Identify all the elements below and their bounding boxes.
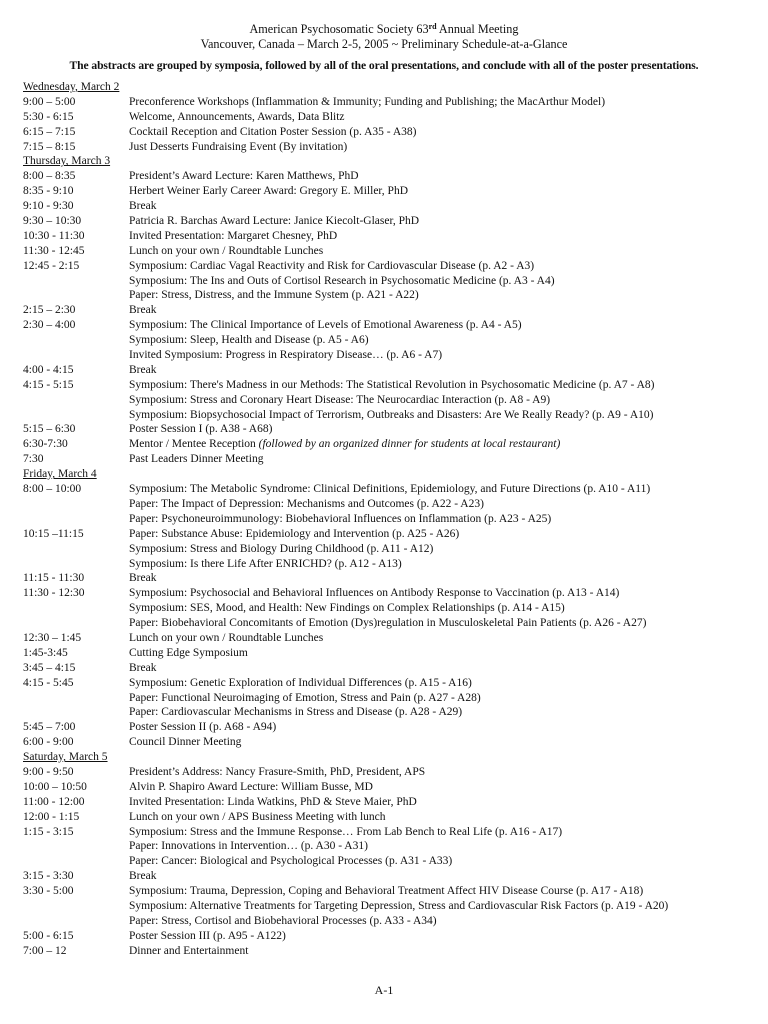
schedule-row: [23, 884, 763, 899]
event-title: [129, 318, 522, 333]
schedule-row: [23, 214, 763, 229]
event-text: Invited Presentation: Linda Watkins, PhD & Steve Maier, PhD: [129, 795, 417, 808]
schedule-row: [23, 720, 763, 735]
event-text: Break: [129, 870, 157, 883]
day-heading-text: Friday, March 4: [23, 468, 97, 481]
schedule-row: [23, 661, 763, 676]
meeting-subtitle: Vancouver, Canada – March 2-5, 2005 ~ Preliminary Schedule-at-a-Glance: [200, 37, 568, 51]
schedule-list: [23, 80, 763, 959]
event-title: [129, 854, 452, 869]
schedule-row: [23, 95, 763, 110]
event-title: [129, 274, 555, 289]
event-title: [129, 512, 551, 527]
event-title: [129, 497, 484, 512]
event-title: [129, 661, 156, 676]
time-slot: 3:30 - 5:00: [23, 885, 74, 898]
time-slot: 3:45 – 4:15: [23, 661, 76, 674]
event-title: [129, 229, 337, 244]
time-slot: 9:30 – 10:30: [23, 215, 82, 228]
day-heading: [23, 750, 763, 765]
event-title: [129, 542, 433, 557]
schedule-row: [23, 557, 763, 572]
event-title: [129, 899, 668, 914]
event-title: [129, 691, 481, 706]
event-text: Symposium: Is there Life After ENRICHD? (p. A12 - A13): [129, 557, 402, 570]
event-text: Paper: Cancer: Biological and Psychological Processes (p. A31 - A33): [129, 855, 453, 868]
event-title: [129, 929, 286, 944]
schedule-row: [23, 899, 763, 914]
event-title: [129, 184, 408, 199]
event-title: [129, 95, 605, 110]
event-title: [129, 378, 655, 393]
schedule-row: [23, 765, 763, 780]
day-heading-text: Thursday, March 3: [23, 155, 111, 168]
schedule-row: [23, 705, 763, 720]
meeting-title-text: American Psychosomatic Society 63: [249, 22, 429, 36]
event-title: [129, 869, 156, 884]
schedule-row: [23, 452, 763, 467]
event-text: Poster Session I (p. A38 - A68): [129, 423, 273, 436]
event-text: Past Leaders Dinner Meeting: [129, 453, 264, 466]
event-text: Break: [129, 304, 157, 317]
day-heading: [23, 467, 763, 482]
event-title: [129, 214, 419, 229]
schedule-row: [23, 825, 763, 840]
schedule-row: [23, 735, 763, 750]
schedule-row: [23, 169, 763, 184]
schedule-row: [23, 616, 763, 631]
time-slot: 7:30: [23, 453, 44, 466]
event-text: Patricia R. Barchas Award Lecture: Janice Kiecolt-Glaser, PhD: [129, 215, 420, 228]
schedule-row: [23, 378, 763, 393]
event-title: [129, 259, 534, 274]
event-text: Paper: Functional Neuroimaging of Emotion, Stress and Pain (p. A27 - A28): [129, 691, 481, 704]
schedule-row: [23, 125, 763, 140]
event-title: [129, 616, 646, 631]
event-title: [129, 676, 472, 691]
day-heading: [23, 154, 763, 169]
event-title: [129, 288, 419, 303]
event-text: Paper: Substance Abuse: Epidemiology and Intervention (p. A25 - A26): [129, 527, 460, 540]
event-title: [129, 914, 437, 929]
time-slot: 6:30-7:30: [23, 438, 68, 451]
event-text: Poster Session III (p. A95 - A122): [129, 929, 286, 942]
time-slot: 12:45 - 2:15: [23, 259, 80, 272]
time-slot: 10:00 – 10:50: [23, 780, 87, 793]
event-text: Mentor / Mentee Reception: [129, 438, 259, 451]
schedule-row: [23, 482, 763, 497]
event-title: [129, 810, 386, 825]
page-number: A-1: [374, 983, 394, 997]
event-text: Symposium: Sleep, Health and Disease (p. A5 - A6): [129, 334, 369, 347]
event-title: [129, 839, 368, 854]
schedule-row: [23, 586, 763, 601]
schedule-row: [23, 542, 763, 557]
event-text: Break: [129, 572, 157, 585]
event-text: Paper: Psychoneuroimmunology: Biobehavioral Influences on Inflammation (p. A23 - A25): [129, 512, 552, 525]
time-slot: 11:30 - 12:30: [23, 587, 85, 600]
event-title: [129, 825, 562, 840]
event-title: [129, 393, 550, 408]
event-text: Council Dinner Meeting: [129, 736, 242, 749]
schedule-row: [23, 631, 763, 646]
event-title: [129, 363, 156, 378]
time-slot: 11:30 - 12:45: [23, 244, 85, 257]
event-title: [129, 601, 565, 616]
schedule-row: [23, 854, 763, 869]
schedule-row: [23, 288, 763, 303]
event-text: Lunch on your own / Roundtable Lunches: [129, 631, 324, 644]
schedule-row: [23, 303, 763, 318]
event-title: [129, 303, 156, 318]
time-slot: 9:10 - 9:30: [23, 200, 74, 213]
time-slot: 1:15 - 3:15: [23, 825, 74, 838]
event-title: [129, 452, 263, 467]
time-slot: 12:30 – 1:45: [23, 631, 82, 644]
time-slot: 12:00 - 1:15: [23, 810, 80, 823]
event-text: Symposium: Trauma, Depression, Coping and Behavioral Treatment Affect HIV Disease Course (p. A17 - A18): [129, 885, 644, 898]
time-slot: 11:15 - 11:30: [23, 572, 85, 585]
schedule-row: [23, 140, 763, 155]
day-heading: [23, 80, 763, 95]
schedule-row: [23, 259, 763, 274]
event-title: [129, 586, 619, 601]
event-title: [129, 348, 442, 363]
event-title: [129, 780, 373, 795]
event-text: Symposium: Cardiac Vagal Reactivity and Risk for Cardiovascular Disease (p. A2 - A3): [129, 259, 535, 272]
event-text: Symposium: SES, Mood, and Health: New Findings on Complex Relationships (p. A14 - A15): [129, 602, 565, 615]
time-slot: 5:15 – 6:30: [23, 423, 76, 436]
event-text: Paper: Stress, Distress, and the Immune System (p. A21 - A22): [129, 289, 419, 302]
ordinal-suffix: rd: [428, 22, 437, 31]
event-text: Invited Symposium: Progress in Respiratory Disease… (p. A6 - A7): [129, 349, 443, 362]
schedule-row: [23, 512, 763, 527]
time-slot: 4:15 - 5:15: [23, 378, 74, 391]
event-text: Poster Session II (p. A68 - A94): [129, 721, 277, 734]
event-text: Paper: Stress, Cortisol and Biobehavioral Processes (p. A33 - A34): [129, 914, 437, 927]
time-slot: 10:15 –11:15: [23, 527, 84, 540]
event-text: Invited Presentation: Margaret Chesney, PhD: [129, 229, 338, 242]
time-slot: 7:15 – 8:15: [23, 140, 76, 153]
schedule-row: [23, 795, 763, 810]
event-title: [129, 720, 276, 735]
schedule-row: [23, 110, 763, 125]
event-text: Dinner and Entertainment: [129, 944, 249, 957]
event-text: Symposium: Stress and Biology During Childhood (p. A11 - A12): [129, 542, 434, 555]
event-text: President’s Award Lecture: Karen Matthews, PhD: [129, 170, 359, 183]
event-title: [129, 795, 417, 810]
time-slot: 6:15 – 7:15: [23, 125, 76, 138]
schedule-row: [23, 229, 763, 244]
schedule-row: [23, 422, 763, 437]
time-slot: 9:00 - 9:50: [23, 765, 74, 778]
schedule-row: [23, 497, 763, 512]
time-slot: 6:00 - 9:00: [23, 736, 74, 749]
schedule-row: [23, 199, 763, 214]
event-text: Lunch on your own / APS Business Meeting with lunch: [129, 810, 386, 823]
event-text: Lunch on your own / Roundtable Lunches: [129, 244, 324, 257]
schedule-row: [23, 348, 763, 363]
meeting-title-suffix: Annual Meeting: [436, 22, 519, 36]
event-title: [129, 140, 347, 155]
meeting-title: [0, 22, 768, 37]
schedule-row: [23, 810, 763, 825]
time-slot: 4:00 - 4:15: [23, 363, 74, 376]
event-text: Alvin P. Shapiro Award Lecture: William Busse, MD: [129, 780, 373, 793]
event-text: Symposium: The Ins and Outs of Cortisol Research in Psychosomatic Medicine (p. A3 - A4): [129, 274, 555, 287]
schedule-row: [23, 184, 763, 199]
event-note: (followed by an organized dinner for students at local restaurant): [258, 438, 561, 451]
event-title: [129, 527, 459, 542]
schedule-row: [23, 393, 763, 408]
schedule-row: [23, 869, 763, 884]
event-text: Break: [129, 363, 157, 376]
event-text: President’s Address: Nancy Frasure-Smith, PhD, President, APS: [129, 765, 426, 778]
event-text: Symposium: Stress and the Immune Response… From Lab Bench to Real Life (p. A16 - A17): [129, 825, 563, 838]
time-slot: 5:45 – 7:00: [23, 721, 76, 734]
time-slot: 5:30 - 6:15: [23, 110, 74, 123]
day-heading-text: Wednesday, March 2: [23, 81, 120, 93]
event-text: Paper: Biobehavioral Concomitants of Emotion (Dys)regulation in Musculoskeletal Pain Patients (p. A26 - A27): [129, 617, 647, 630]
schedule-row: [23, 780, 763, 795]
event-text: Symposium: Biopsychosocial Impact of Terrorism, Outbreaks and Disasters: Are We Really Ready? (p. A9 - A10): [129, 408, 654, 421]
time-slot: 8:00 – 8:35: [23, 170, 76, 183]
document-header: [0, 22, 768, 52]
schedule-row: [23, 914, 763, 929]
schedule-row: [23, 437, 763, 452]
time-slot: 8:35 - 9:10: [23, 185, 74, 198]
schedule-row: [23, 408, 763, 423]
event-title: [129, 646, 248, 661]
event-text: Symposium: The Clinical Importance of Levels of Emotional Awareness (p. A4 - A5): [129, 319, 522, 332]
schedule-row: [23, 318, 763, 333]
event-text: Paper: Innovations in Intervention… (p. A30 - A31): [129, 840, 368, 853]
schedule-row: [23, 944, 763, 959]
event-text: Symposium: Stress and Coronary Heart Disease: The Neurocardiac Interaction (p. A8 - A9): [129, 393, 551, 406]
time-slot: 7:00 – 12: [23, 944, 67, 957]
event-title: [129, 199, 156, 214]
event-text: Break: [129, 200, 157, 213]
event-title: [129, 169, 359, 184]
schedule-row: [23, 601, 763, 616]
abstracts-note: The abstracts are grouped by symposia, followed by all of the oral presentations, and conclude with all of the poster presentations.: [69, 59, 699, 72]
schedule-row: [23, 333, 763, 348]
event-text: Paper: The Impact of Depression: Mechanisms and Outcomes (p. A22 - A23): [129, 497, 484, 510]
schedule-row: [23, 839, 763, 854]
event-title: [129, 705, 462, 720]
event-text: Symposium: Alternative Treatments for Targeting Depression, Stress and Cardiovascular Risk Factors (p. A19 - A20): [129, 899, 669, 912]
time-slot: 5:00 - 6:15: [23, 929, 74, 942]
event-text: Preconference Workshops (Inflammation & Immunity; Funding and Publishing; the MacArthur Model): [129, 95, 606, 108]
event-title: [129, 482, 650, 497]
event-text: Welcome, Announcements, Awards, Data Blitz: [129, 110, 345, 123]
event-title: [129, 110, 345, 125]
time-slot: 8:00 – 10:00: [23, 483, 82, 496]
event-text: Paper: Cardiovascular Mechanisms in Stress and Disease (p. A28 - A29): [129, 706, 463, 719]
event-text: Just Desserts Fundraising Event (By invitation): [129, 140, 348, 153]
event-title: [129, 557, 402, 572]
event-text: Symposium: Genetic Exploration of Individual Differences (p. A15 - A16): [129, 676, 472, 689]
event-title: [129, 884, 643, 899]
time-slot: 1:45-3:45: [23, 646, 68, 659]
event-title: [129, 408, 654, 423]
event-title: [129, 437, 560, 452]
schedule-row: [23, 676, 763, 691]
time-slot: 11:00 - 12:00: [23, 795, 85, 808]
event-title: [129, 735, 241, 750]
event-title: [129, 944, 248, 959]
event-title: [129, 765, 425, 780]
schedule-row: [23, 244, 763, 259]
event-title: [129, 422, 272, 437]
schedule-row: [23, 274, 763, 289]
event-text: Symposium: Psychosocial and Behavioral Influences on Antibody Response to Vaccination (p. A13 - A14): [129, 587, 620, 600]
event-text: Cocktail Reception and Citation Poster Session (p. A35 - A38): [129, 125, 417, 138]
event-text: Symposium: The Metabolic Syndrome: Clinical Definitions, Epidemiology, and Future Directions (p. A10 - A11): [129, 483, 651, 496]
event-title: [129, 631, 323, 646]
event-title: [129, 333, 369, 348]
event-text: Cutting Edge Symposium: [129, 646, 248, 659]
event-title: [129, 125, 416, 140]
event-text: Herbert Weiner Early Career Award: Gregory E. Miller, PhD: [129, 185, 408, 198]
event-text: Symposium: There's Madness in our Methods: The Statistical Revolution in Psychosomatic Medicine (p. A7 - A8): [129, 378, 655, 391]
schedule-row: [23, 691, 763, 706]
schedule-row: [23, 571, 763, 586]
time-slot: 9:00 – 5:00: [23, 95, 76, 108]
event-title: [129, 244, 323, 259]
schedule-row: [23, 929, 763, 944]
event-title: [129, 571, 156, 586]
time-slot: 3:15 - 3:30: [23, 870, 74, 883]
time-slot: 4:15 - 5:45: [23, 676, 74, 689]
schedule-row: [23, 527, 763, 542]
time-slot: 10:30 - 11:30: [23, 229, 85, 242]
schedule-row: [23, 363, 763, 378]
event-text: Break: [129, 661, 157, 674]
day-heading-text: Saturday, March 5: [23, 751, 108, 764]
time-slot: 2:30 – 4:00: [23, 319, 76, 332]
schedule-row: [23, 646, 763, 661]
time-slot: 2:15 – 2:30: [23, 304, 76, 317]
